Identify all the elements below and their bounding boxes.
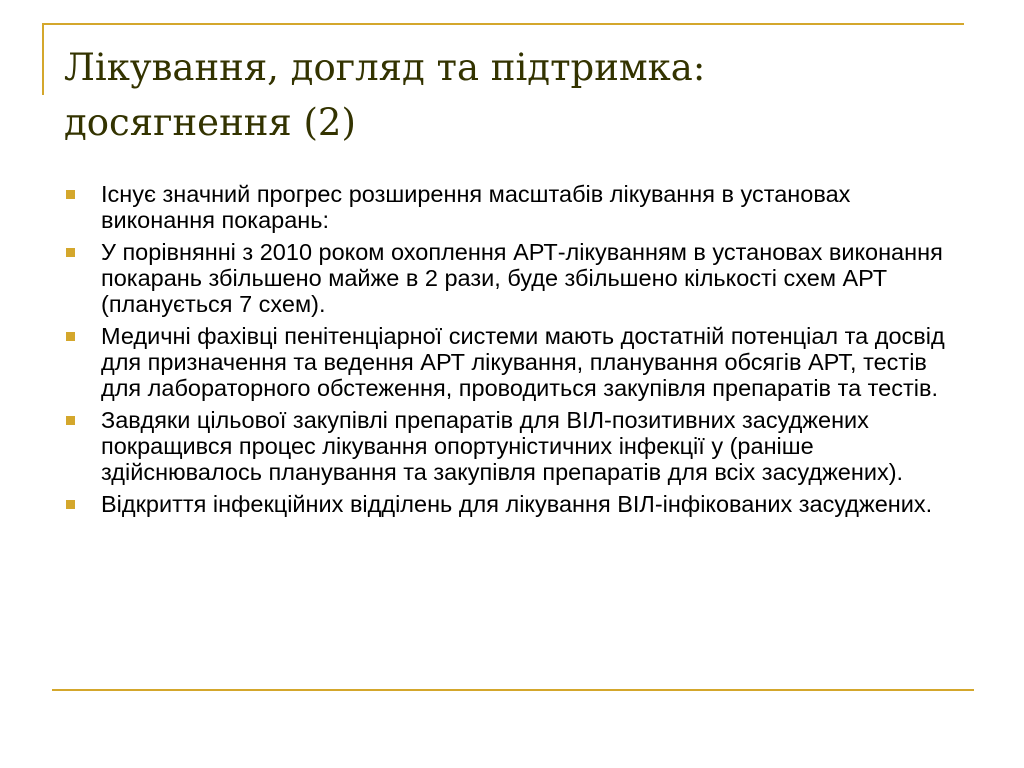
bullet-text: У порівнянні з 2010 роком охоплення АРТ-лікуванням в установах виконання покарань збільшено майже в 2 рази, буде збільшено кількості схем АРТ (планується 7 схем). <box>101 239 943 317</box>
slide-title: Лікування, догляд та підтримка: досягнення (2) <box>64 46 706 144</box>
bullet-item <box>66 491 946 517</box>
bullet-text: Відкриття інфекційних відділень для лікування ВІЛ-інфікованих засуджених. <box>101 491 933 517</box>
top-divider <box>42 23 964 25</box>
square-bullet-icon <box>66 332 75 341</box>
bullet-item <box>66 407 946 485</box>
bullet-text: Існує значний прогрес розширення масштабів лікування в установах виконання покарань: <box>101 181 851 233</box>
bottom-divider <box>52 689 974 691</box>
square-bullet-icon <box>66 416 75 425</box>
square-bullet-icon <box>66 190 75 199</box>
square-bullet-icon <box>66 248 75 257</box>
bullet-item <box>66 323 946 401</box>
bullet-text: Медичні фахівці пенітенціарної системи мають достатній потенціал та досвід для призначення та ведення АРТ лікування, планування обсягів АРТ, тестів для лабораторного обстеження, проводиться закупівля препаратів та тестів. <box>101 323 945 401</box>
bullet-item <box>66 181 946 233</box>
bullet-text: Завдяки цільової закупівлі препаратів для ВІЛ-позитивних засуджених покращився процес лікування опортуністичних інфекції у (раніше здійснювалось планування та закупівля препаратів для всіх засуджених). <box>101 407 904 485</box>
left-divider <box>42 23 44 95</box>
bullet-item <box>66 239 946 317</box>
bullet-list <box>66 181 946 523</box>
square-bullet-icon <box>66 500 75 509</box>
